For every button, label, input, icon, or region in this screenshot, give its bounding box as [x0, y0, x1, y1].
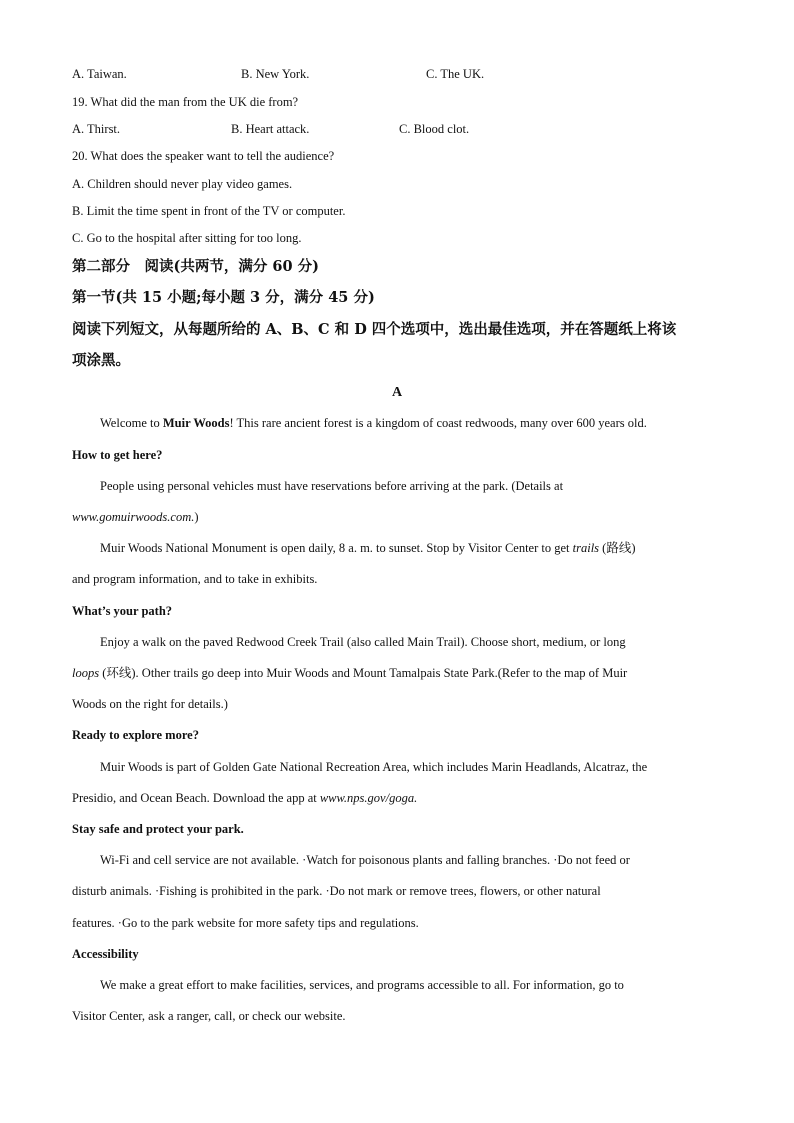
p3-text: (环线). Other trails go deep into Muir Woods and Mount Tamalpais State Park.(Refer to the map of Muir	[99, 666, 628, 680]
instruction-line-2: 项涂黑。	[72, 352, 130, 369]
nps-url: www.nps.gov/goga.	[319, 791, 418, 805]
intro-paragraph	[100, 415, 647, 431]
q19-option-a: A. Thirst.	[72, 122, 121, 136]
trails-gloss: (路线)	[599, 541, 636, 555]
instruction-line-1: 阅读下列短文，从每题所给的 A、B、C 和 D 四个选项中，选出最佳选项，并在答题纸上将该	[72, 321, 677, 338]
intro-text: Welcome to	[100, 416, 163, 430]
p3-line-1: Enjoy a walk on the paved Redwood Creek Trail (also called Main Trail). Choose short, medium, or long	[100, 635, 626, 649]
q20-option-a: A. Children should never play video games.	[72, 177, 293, 191]
heading-ready-to-explore: Ready to explore more?	[72, 728, 199, 742]
p5-line-2: disturb animals. ·Fishing is prohibited in the park. ·Do not mark or remove trees, flowers, or other natural	[72, 884, 601, 898]
p2-line-1	[100, 540, 636, 556]
p4-line-1: Muir Woods is part of Golden Gate National Recreation Area, which includes Marin Headlands, Alcatraz, the	[100, 760, 648, 774]
section1-heading: 第一节(共 15 小题;每小题 3 分，满分 45 分)	[72, 289, 375, 306]
p5-line-3: features. ·Go to the park website for more safety tips and regulations.	[72, 916, 419, 930]
heading-how-to-get-here: How to get here?	[72, 448, 163, 462]
intro-text-rest: ! This rare ancient forest is a kingdom of coast redwoods, many over 600 years old.	[229, 416, 647, 430]
heading-stay-safe: Stay safe and protect your park.	[72, 822, 244, 836]
q20-option-b: B. Limit the time spent in front of the TV or computer.	[72, 204, 346, 218]
heading-accessibility: Accessibility	[72, 947, 139, 961]
q18-option-b: B. New York.	[241, 67, 310, 81]
q19-option-b: B. Heart attack.	[231, 122, 310, 136]
q18-option-a: A. Taiwan.	[72, 67, 127, 81]
p5-line-1: Wi-Fi and cell service are not available. ·Watch for poisonous plants and falling branches. ·Do not feed or	[100, 853, 630, 867]
passage-letter: A	[391, 385, 403, 400]
p4-line-2	[72, 790, 417, 806]
p1-line-1: People using personal vehicles must have reservations before arriving at the park. (Details at	[100, 479, 564, 493]
p3-line-3: Woods on the right for details.)	[72, 697, 228, 711]
p2-text: Muir Woods National Monument is open daily, 8 a. m. to sunset. Stop by Visitor Center to get	[100, 541, 573, 555]
p3-line-2	[72, 665, 627, 681]
q18-option-c: C. The UK.	[426, 67, 485, 81]
trails-word: trails	[572, 541, 600, 555]
p6-line-2: Visitor Center, ask a ranger, call, or check our website.	[72, 1009, 346, 1023]
q19-stem: 19. What did the man from the UK die from?	[72, 95, 299, 109]
p1-close-paren: )	[194, 510, 199, 524]
p2-line-2: and program information, and to take in exhibits.	[72, 572, 318, 586]
part2-heading: 第二部分 阅读(共两节，满分 60 分)	[72, 258, 319, 275]
heading-whats-your-path: What’s your path?	[72, 604, 173, 618]
q20-stem: 20. What does the speaker want to tell the audience?	[72, 149, 335, 163]
p1-line-2	[72, 509, 199, 525]
gomuirwoods-url: www.gomuirwoods.com.	[72, 510, 195, 524]
p4-text: Presidio, and Ocean Beach. Download the app at	[72, 791, 320, 805]
q20-option-c: C. Go to the hospital after sitting for too long.	[72, 231, 302, 245]
p6-line-1: We make a great effort to make facilities, services, and programs accessible to all. For information, go to	[100, 978, 624, 992]
loops-word: loops	[72, 666, 100, 680]
muir-woods-name: Muir Woods	[162, 416, 230, 430]
q19-option-c: C. Blood clot.	[399, 122, 470, 136]
